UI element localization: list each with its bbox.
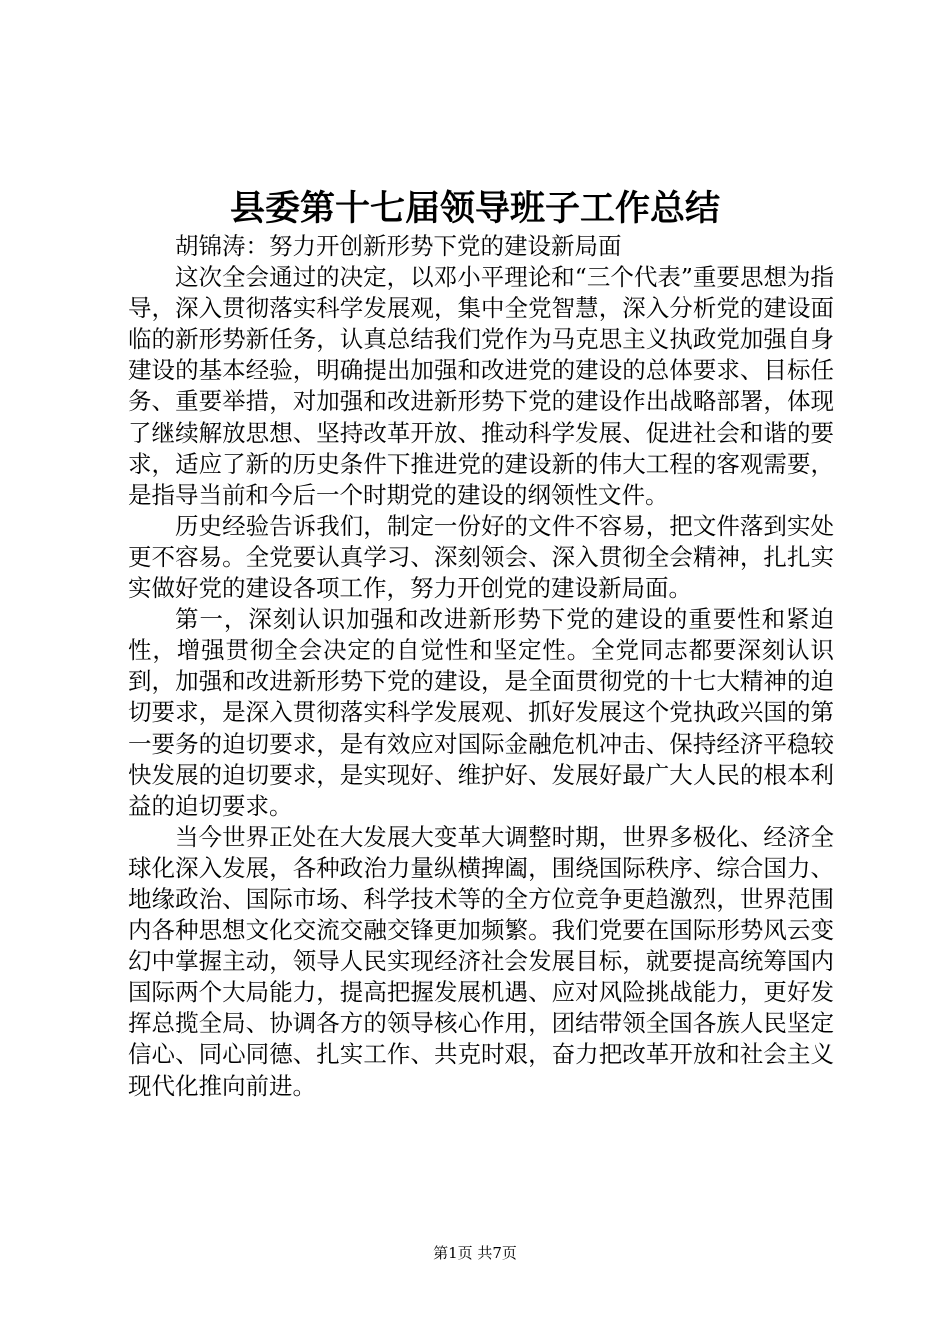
- paragraph: 这次全会通过的决定，以邓小平理论和“三个代表”重要思想为指导，深入贯彻落实科学发展观，集中全党智慧，深入分析党的建设面临的新形势新任务，认真总结我们党作为马克思主义执政党加强自身建设的基本经验，明确提出加强和改进党的建设的总体要求、目标任务、重要举措，对加强和改进新形势下党的建设作出战略部署，体现了继续解放思想、坚持改革开放、推动科学发展、促进社会和谐的要求，适应了新的历史条件下推进党的建设新的伟大工程的客观需要，是指导当前和今后一个时期党的建设的纲领性文件。: [128, 263, 834, 509]
- paragraph: 历史经验告诉我们，制定一份好的文件不容易，把文件落到实处更不容易。全党要认真学习、深刻领会、深入贯彻全会精神，扎扎实实做好党的建设各项工作，努力开创党的建设新局面。: [128, 511, 834, 603]
- paragraph: 当今世界正处在大发展大变革大调整时期，世界多极化、经济全球化深入发展，各种政治力量纵横捭阖，围绕国际秩序、综合国力、地缘政治、国际市场、科学技术等的全方位竞争更趋激烈，世界范围内各种思想文化交流交融交锋更加频繁。我们党要在国际形势风云变幻中掌握主动，领导人民实现经济社会发展目标，就要提高统筹国内国际两个大局能力，提高把握发展机遇、应对风险挑战能力，更好发挥总揽全局、协调各方的领导核心作用，团结带领全国各族人民坚定信心、同心同德、扎实工作、共克时艰，奋力把改革开放和社会主义现代化推向前进。: [128, 822, 834, 1100]
- page-number-footer: 第1页 共7页: [433, 1244, 517, 1262]
- paragraph-subtitle: 胡锦涛：努力开创新形势下党的建设新局面: [175, 232, 622, 260]
- document-title: 县委第十七届领导班子工作总结: [229, 188, 720, 229]
- document-body: [128, 231, 834, 1102]
- paragraph: 第一，深刻认识加强和改进新形势下党的建设的重要性和紧迫性，增强贯彻全会决定的自觉性和坚定性。全党同志都要深刻认识到，加强和改进新形势下党的建设，是全面贯彻党的十七大精神的迫切要求，是深入贯彻落实科学发展观、抓好发展这个党执政兴国的第一要务的迫切要求，是有效应对国际金融危机冲击、保持经济平稳较快发展的迫切要求，是实现好、维护好、发展好最广大人民的根本利益的迫切要求。: [128, 605, 834, 820]
